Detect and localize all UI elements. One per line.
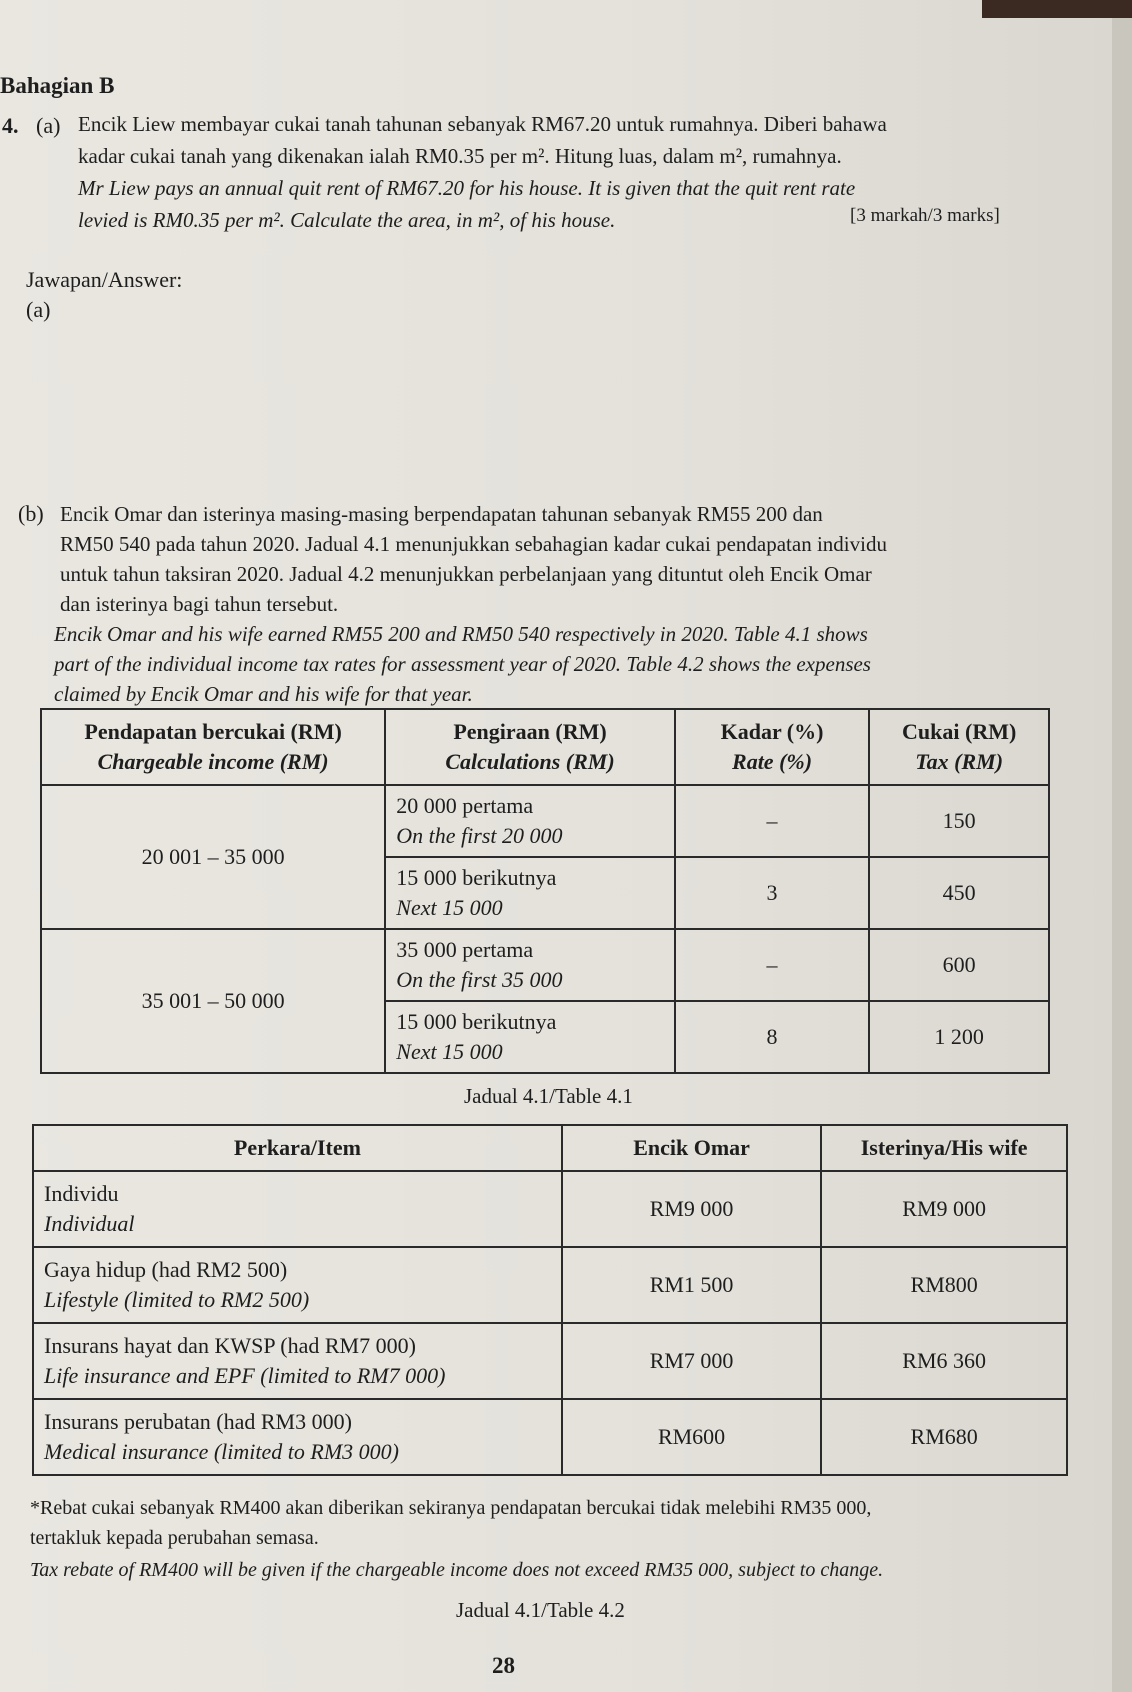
part-a-marks: [3 markah/3 marks] [850, 205, 1000, 226]
page-number: 28 [492, 1653, 515, 1678]
rate-cell: – [675, 785, 870, 857]
tax-cell: 1 200 [869, 1001, 1049, 1073]
part-b-ms-line4: dan isterinya bagi tahun tersebut. [60, 592, 339, 616]
header-encik-omar: Encik Omar [562, 1125, 821, 1171]
header-calculations: Pengiraan (RM) Calculations (RM) [385, 709, 674, 785]
wife-value: RM9 000 [821, 1171, 1067, 1247]
tax-rate-table-header [41, 709, 1049, 785]
part-b-en-line2: part of the individual income tax rates for assessment year of 2020. Table 4.2 shows the expenses [54, 652, 871, 676]
part-a-ms-line1: Encik Liew membayar cukai tanah tahunan sebanyak RM67.20 untuk rumahnya. Diberi bahawa [78, 112, 887, 136]
table2-caption: Jadual 4.1/Table 4.2 [456, 1598, 625, 1622]
part-a-en-line1: Mr Liew pays an annual quit rent of RM67.20 for his house. It is given that the quit rent rate [78, 176, 856, 200]
header-chargeable-income: Pendapatan bercukai (RM) Chargeable income (RM) [41, 709, 385, 785]
table-row [33, 1171, 1067, 1247]
tax-cell: 600 [869, 929, 1049, 1001]
item-cell: Gaya hidup (had RM2 500) Lifestyle (limited to RM2 500) [33, 1247, 562, 1323]
part-a-ms-line2: kadar cukai tanah yang dikenakan ialah RM0.35 per m². Hitung luas, dalam m², rumahnya. [78, 144, 842, 168]
band-range: 20 001 – 35 000 [41, 785, 385, 929]
answer-part-a-label: (a) [26, 297, 51, 322]
calc-cell: 20 000 pertama On the first 20 000 [385, 785, 674, 857]
table-row [41, 929, 1049, 1001]
table-row [33, 1399, 1067, 1475]
rate-cell: – [675, 929, 870, 1001]
table-row [41, 785, 1049, 857]
omar-value: RM9 000 [562, 1171, 821, 1247]
header-item: Perkara/Item [33, 1125, 562, 1171]
table1-caption: Jadual 4.1/Table 4.1 [464, 1084, 633, 1108]
rebate-note-ms-line2: tertakluk kepada perubahan semasa. [30, 1527, 319, 1549]
tax-cell: 150 [869, 785, 1049, 857]
part-b-en-line1: Encik Omar and his wife earned RM55 200 and RM50 540 respectively in 2020. Table 4.1 shows [54, 622, 868, 646]
expenses-table [32, 1124, 1068, 1476]
part-b-ms-line3: untuk tahun taksiran 2020. Jadual 4.2 menunjukkan perbelanjaan yang dituntut oleh Encik Omar [60, 562, 872, 586]
band-range: 35 001 – 50 000 [41, 929, 385, 1073]
section-title: Bahagian B [0, 73, 115, 98]
part-a-en-line2: levied is RM0.35 per m². Calculate the area, in m², of his house. [78, 208, 616, 232]
header-his-wife: Isterinya/His wife [821, 1125, 1067, 1171]
rate-cell: 3 [675, 857, 870, 929]
part-b-ms-line1: Encik Omar dan isterinya masing-masing berpendapatan tahunan sebanyak RM55 200 dan [60, 502, 823, 526]
calc-cell: 35 000 pertama On the first 35 000 [385, 929, 674, 1001]
header-tax: Cukai (RM) Tax (RM) [869, 709, 1049, 785]
part-b-label: (b) [18, 501, 44, 526]
item-cell: Individu Individual [33, 1171, 562, 1247]
wife-value: RM6 360 [821, 1323, 1067, 1399]
wife-value: RM800 [821, 1247, 1067, 1323]
question-number: 4. [2, 113, 19, 138]
part-b-en-line3: claimed by Encik Omar and his wife for that year. [54, 682, 473, 706]
item-cell: Insurans hayat dan KWSP (had RM7 000) Life insurance and EPF (limited to RM7 000) [33, 1323, 562, 1399]
part-a-label: (a) [36, 113, 61, 138]
part-b-ms-line2: RM50 540 pada tahun 2020. Jadual 4.1 menunjukkan sebahagian kadar cukai pendapatan individu [60, 532, 887, 556]
rebate-note-ms-line1: *Rebat cukai sebanyak RM400 akan diberikan sekiranya pendapatan bercukai tidak melebihi RM35 000, [30, 1497, 872, 1519]
item-cell: Insurans perubatan (had RM3 000) Medical insurance (limited to RM3 000) [33, 1399, 562, 1475]
answer-label: Jawapan/Answer: [26, 267, 183, 292]
page-edge [1112, 0, 1132, 1692]
rate-cell: 8 [675, 1001, 870, 1073]
expenses-table-header [33, 1125, 1067, 1171]
calc-cell: 15 000 berikutnya Next 15 000 [385, 1001, 674, 1073]
tax-cell: 450 [869, 857, 1049, 929]
table-row [33, 1247, 1067, 1323]
page-corner-shadow [982, 0, 1132, 18]
header-rate: Kadar (%) Rate (%) [675, 709, 870, 785]
table-row [33, 1323, 1067, 1399]
rebate-note-en: Tax rebate of RM400 will be given if the chargeable income does not exceed RM35 000, subject to change. [30, 1559, 884, 1581]
calc-cell: 15 000 berikutnya Next 15 000 [385, 857, 674, 929]
wife-value: RM680 [821, 1399, 1067, 1475]
omar-value: RM1 500 [562, 1247, 821, 1323]
omar-value: RM600 [562, 1399, 821, 1475]
tax-rate-table [40, 708, 1050, 1074]
omar-value: RM7 000 [562, 1323, 821, 1399]
